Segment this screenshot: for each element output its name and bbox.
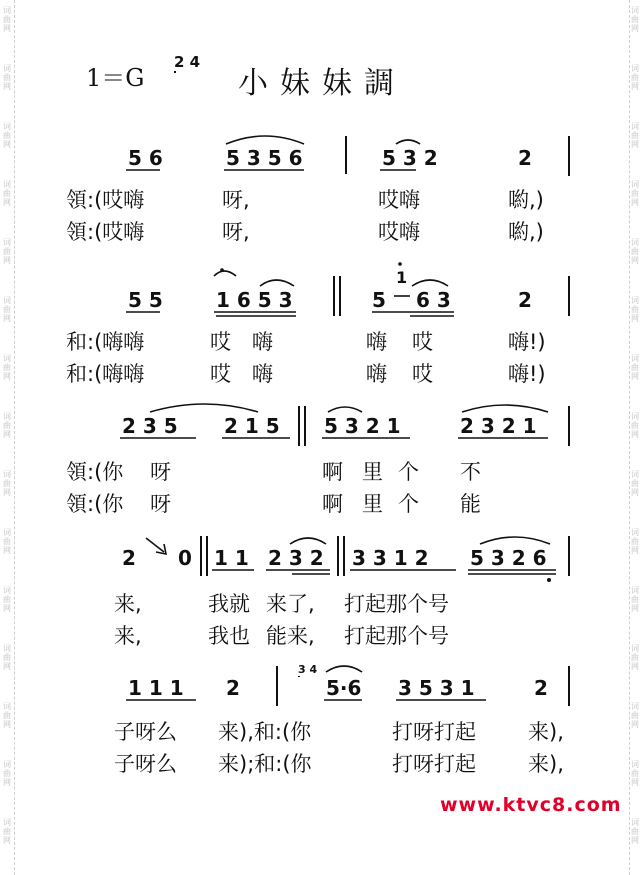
watermark-glyphs: 词曲网 xyxy=(631,354,639,381)
watermark-glyphs: 词曲网 xyxy=(631,818,639,845)
note-group: 5·6 xyxy=(326,676,362,700)
watermark-glyphs: 词曲网 xyxy=(3,412,11,439)
note-group: 2 xyxy=(518,146,532,170)
note-group: 3 5 3 1 xyxy=(398,676,475,700)
watermark-glyphs: 词曲网 xyxy=(3,470,11,497)
lyric-word: 能 xyxy=(460,492,481,516)
lyric-word: 喲,) xyxy=(508,220,544,244)
note-group: 1 6 5 3 xyxy=(216,288,293,312)
lyric-word: 里 xyxy=(362,492,383,516)
watermark-glyphs: 词曲网 xyxy=(3,528,11,555)
note-group: 5 6 xyxy=(128,146,163,170)
lyric-word: 哎嗨 xyxy=(378,188,420,212)
lyric-word: 啊 xyxy=(322,492,343,516)
lyric-word: 来了, xyxy=(266,592,315,616)
watermark-glyphs: 词曲网 xyxy=(631,470,639,497)
watermark-glyphs: 词曲网 xyxy=(3,818,11,845)
lyric-word: 哎 xyxy=(412,330,433,354)
note-group: 5 3 2 6 xyxy=(470,546,547,570)
song-title: 小妹妹調 xyxy=(238,66,406,101)
note-group: 0 xyxy=(178,546,192,570)
note-group: 1 1 xyxy=(214,546,249,570)
lyric-word: 来);和:(你 xyxy=(218,752,312,776)
lyric-word: 嗨 xyxy=(252,362,273,386)
note-group: 5 3 2 xyxy=(382,146,438,170)
lyric-word: 領:(你 xyxy=(66,492,124,516)
watermark-glyphs: 词曲网 xyxy=(3,122,11,149)
lyric-word: 領:(哎嗨 xyxy=(66,188,145,212)
note-group: 5 3 5 6 xyxy=(226,146,303,170)
lyric-word: 哎 xyxy=(210,330,231,354)
lyric-word: 呀 xyxy=(150,460,171,484)
watermark-glyphs: 词曲网 xyxy=(3,354,11,381)
note-group: 2 xyxy=(518,288,532,312)
lyric-word: 个 xyxy=(398,492,419,516)
lyric-word: 啊 xyxy=(322,460,343,484)
lyric-word: 呀 xyxy=(150,492,171,516)
watermark-glyphs: 词曲网 xyxy=(631,760,639,787)
watermark-glyphs: 词曲网 xyxy=(3,296,11,323)
lyric-word: 里 xyxy=(362,460,383,484)
lyric-word: 来, xyxy=(114,624,142,648)
note-group: 5 3 2 1 xyxy=(324,414,401,438)
lyric-word: 个 xyxy=(398,460,419,484)
lyric-word: 能来, xyxy=(266,624,315,648)
watermark-glyphs: 词曲网 xyxy=(3,760,11,787)
note-group: 2 3 5 xyxy=(122,414,178,438)
time-signature-change: 3 4 xyxy=(298,663,318,676)
watermark-glyphs: 词曲网 xyxy=(3,64,11,91)
key-signature: 1＝G xyxy=(86,64,145,92)
watermark-glyphs: 词曲网 xyxy=(3,586,11,613)
lyric-word: 我就 xyxy=(208,592,250,616)
note-group: 2 xyxy=(534,676,548,700)
watermark-glyphs: 词曲网 xyxy=(3,644,11,671)
watermark-glyphs: 词曲网 xyxy=(3,180,11,207)
watermark-glyphs: 词曲网 xyxy=(631,644,639,671)
lyric-word: 和:(嗨嗨 xyxy=(66,330,145,354)
lyric-word: 打起那个号 xyxy=(344,592,449,616)
watermark-glyphs: 词曲网 xyxy=(631,238,639,265)
note-group: 3 3 1 2 xyxy=(352,546,429,570)
watermark-glyphs: 词曲网 xyxy=(631,528,639,555)
watermark-glyphs: 词曲网 xyxy=(631,122,639,149)
lyric-word: 嗨!) xyxy=(508,362,546,386)
watermark-glyphs: 词曲网 xyxy=(3,238,11,265)
lyric-word: 哎嗨 xyxy=(378,220,420,244)
watermark-glyphs: 词曲网 xyxy=(631,296,639,323)
watermark-glyphs: 词曲网 xyxy=(631,64,639,91)
lyric-word: 子呀么 xyxy=(114,720,177,744)
watermark-glyphs: 词曲网 xyxy=(631,586,639,613)
note-group: 5 xyxy=(372,288,386,312)
lyric-word: 嗨 xyxy=(366,330,387,354)
watermark-glyphs: 词曲网 xyxy=(631,6,639,33)
meter-bottom: 4 xyxy=(189,53,201,71)
watermark-glyphs: 词曲网 xyxy=(631,412,639,439)
meter-top: 2 xyxy=(174,53,185,71)
lyric-word: 来), xyxy=(528,752,564,776)
lyric-word: 子呀么 xyxy=(114,752,177,776)
note-group: 6 3 xyxy=(416,288,451,312)
lyric-word: 嗨 xyxy=(252,330,273,354)
lyric-word: 嗨!) xyxy=(508,330,546,354)
site-logo: www.ktvc8.com xyxy=(440,794,622,816)
lyric-word: 打呀打起 xyxy=(392,752,476,776)
lyric-word: 哎 xyxy=(210,362,231,386)
lyric-word: 領:(哎嗨 xyxy=(66,220,145,244)
lyric-word: 不 xyxy=(460,460,481,484)
lyric-word: 我也 xyxy=(208,624,250,648)
lyric-word: 打呀打起 xyxy=(392,720,476,744)
lyric-word: 打起那个号 xyxy=(344,624,449,648)
lyric-word: 呀, xyxy=(222,188,250,212)
note-group: 2 xyxy=(226,676,240,700)
lyric-word: 喲,) xyxy=(508,188,544,212)
lyric-word: 来), xyxy=(528,720,564,744)
watermark-glyphs: 词曲网 xyxy=(631,180,639,207)
note-group: 2 3 2 xyxy=(268,546,324,570)
note-group: 2 xyxy=(122,546,136,570)
grace-note: 1 xyxy=(396,268,408,287)
watermark-glyphs: 词曲网 xyxy=(3,6,11,33)
lyric-word: 呀, xyxy=(222,220,250,244)
watermark-glyphs: 词曲网 xyxy=(631,702,639,729)
note-group: 5 5 xyxy=(128,288,163,312)
note-group: 2 1 5 xyxy=(224,414,280,438)
lyric-word: 領:(你 xyxy=(66,460,124,484)
lyric-word: 来),和:(你 xyxy=(218,720,312,744)
lyric-word: 来, xyxy=(114,592,142,616)
lyric-word: 和:(嗨嗨 xyxy=(66,362,145,386)
note-group: 1 1 1 xyxy=(128,676,184,700)
lyric-word: 哎 xyxy=(412,362,433,386)
note-group: 2 3 2 1 xyxy=(460,414,537,438)
watermark-glyphs: 词曲网 xyxy=(3,702,11,729)
lyric-word: 嗨 xyxy=(366,362,387,386)
